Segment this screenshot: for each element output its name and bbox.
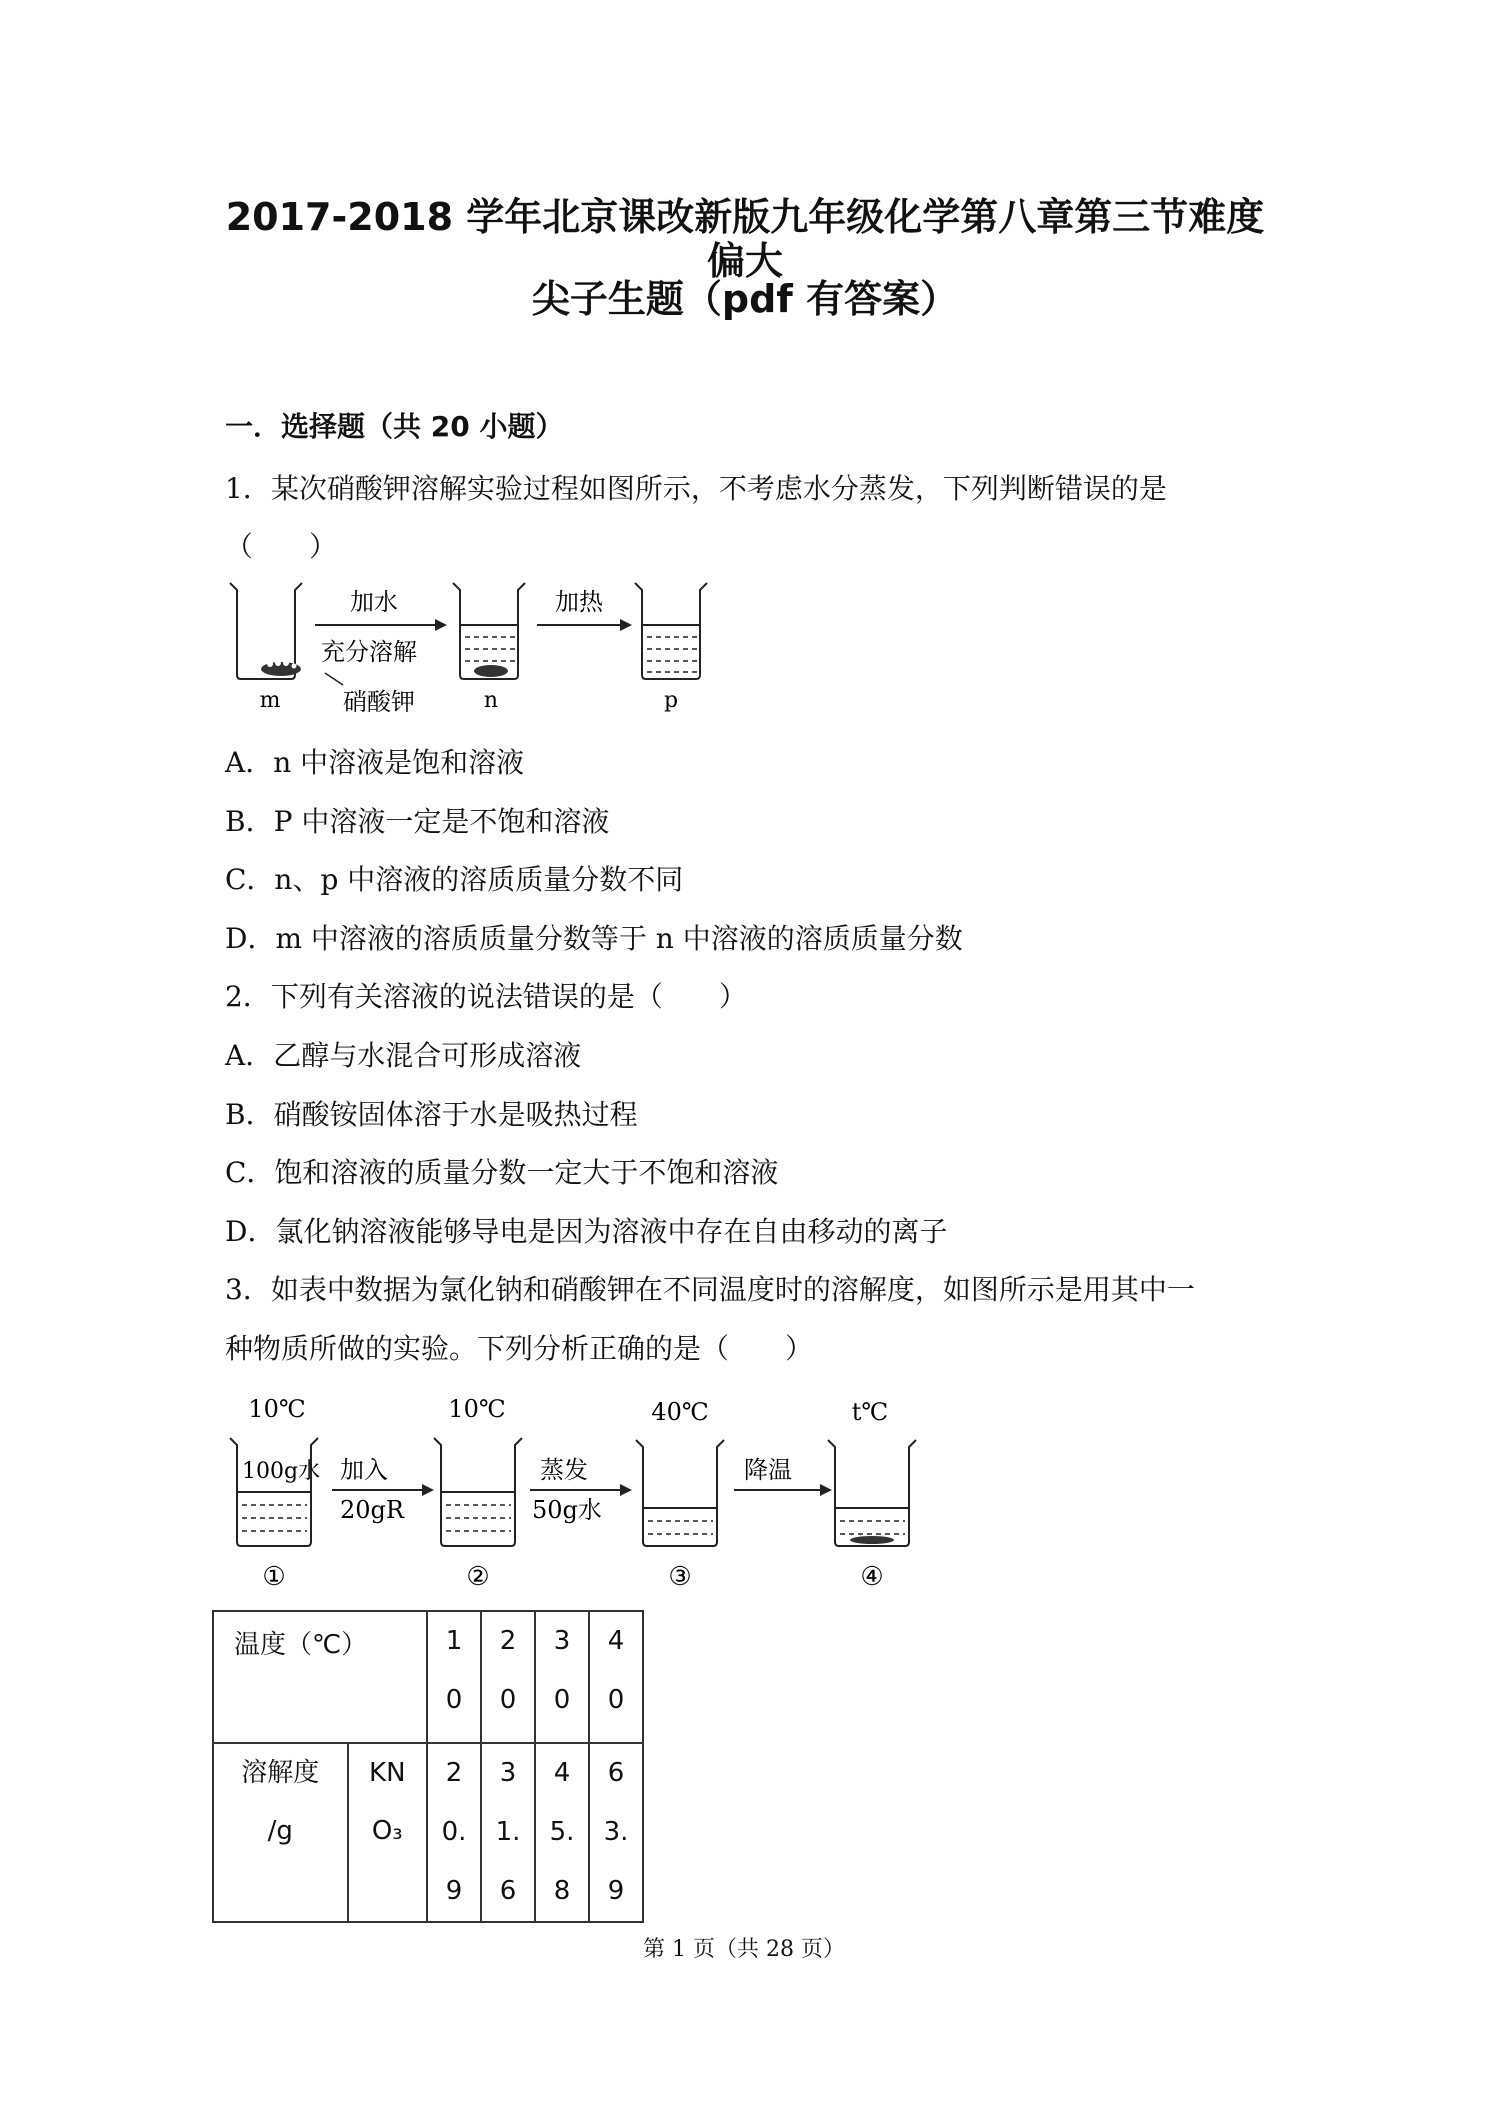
q3-figure xyxy=(222,1390,942,1599)
q3-arrow2-bottom: 50g水 xyxy=(532,1496,602,1524)
q3-temp-1: 10℃ xyxy=(248,1395,306,1423)
beaker-1 xyxy=(230,1438,321,1546)
q3-num-2: ② xyxy=(466,1562,490,1592)
q3-num-3: ③ xyxy=(668,1562,692,1592)
q2-option-c: C．饱和溶液的质量分数一定大于不饱和溶液 xyxy=(225,1156,779,1189)
q3-num-4: ④ xyxy=(860,1562,884,1592)
beaker-4 xyxy=(828,1440,916,1546)
solubility-cell: 3 1. 6 xyxy=(481,1743,535,1922)
beaker-m-label: m xyxy=(259,688,281,713)
q1-stem-line1: 1．某次硝酸钾溶解实验过程如图所示，不考虑水分蒸发，下列判断错误的是 xyxy=(225,472,1167,505)
page-footer: 第 1 页（共 28 页） xyxy=(643,1937,845,1962)
q3-temp-3: 40℃ xyxy=(651,1398,709,1426)
q1-option-a: A．n 中溶液是饱和溶液 xyxy=(225,746,525,779)
q3-stem-line2: 种物质所做的实验。下列分析正确的是（ ） xyxy=(225,1332,814,1365)
q3-arrow3-top: 降温 xyxy=(744,1456,792,1484)
solubility-cell: 2 0. 9 xyxy=(427,1743,481,1922)
q1-figure xyxy=(225,575,745,734)
solubility-cell: 4 5. 8 xyxy=(535,1743,589,1922)
section-heading: 一．选择题（共 20 小题） xyxy=(225,410,564,443)
table-row xyxy=(213,1743,643,1922)
q1-option-d: D．m 中溶液的溶质质量分数等于 n 中溶液的溶质质量分数 xyxy=(225,922,963,955)
q1-arrow1-top: 加水 xyxy=(350,588,398,616)
temp-cell: 3 0 xyxy=(535,1611,589,1743)
document-title-line2: 尖子生题（pdf 有答案） xyxy=(531,277,959,321)
q2-stem: 2．下列有关溶液的说法错误的是（ ） xyxy=(225,980,747,1013)
substance-kno3: KN O₃ xyxy=(348,1743,427,1922)
q1-arrow2-top: 加热 xyxy=(555,588,603,616)
solubility-table xyxy=(212,1610,644,1923)
beaker-2 xyxy=(434,1438,522,1546)
document-title-line1: 2017-2018 学年北京课改新版九年级化学第八章第三节难度偏大 xyxy=(225,195,1265,283)
q3-temp-4: t℃ xyxy=(851,1398,889,1426)
beaker-p-label: p xyxy=(663,688,679,713)
solubility-header: 溶解度 /g xyxy=(213,1743,348,1922)
q3-water-label: 100g水 xyxy=(242,1459,321,1484)
q1-option-c: C．n、p 中溶液的溶质质量分数不同 xyxy=(225,863,684,896)
beaker-n xyxy=(453,583,525,679)
solubility-cell: 6 3. 9 xyxy=(589,1743,643,1922)
q3-temp-2: 10℃ xyxy=(448,1395,506,1423)
q2-option-d: D．氯化钠溶液能够导电是因为溶液中存在自由移动的离子 xyxy=(225,1215,948,1248)
temperature-header xyxy=(213,1611,427,1743)
q3-arrow2-top: 蒸发 xyxy=(540,1456,588,1484)
q1-arrow1-bottom: 充分溶解 xyxy=(321,638,417,666)
q3-arrow1-top: 加入 xyxy=(340,1456,388,1484)
q3-num-1: ① xyxy=(262,1562,286,1592)
q3-stem-line1: 3．如表中数据为氯化钠和硝酸钾在不同温度时的溶解度，如图所示是用其中一 xyxy=(225,1273,1195,1306)
table-row xyxy=(213,1611,643,1743)
q1-stem-line2: （ ） xyxy=(225,530,338,563)
q3-arrow1-bottom: 20gR xyxy=(340,1496,404,1524)
beaker-n-label: n xyxy=(483,688,499,713)
temp-cell: 1 0 xyxy=(427,1611,481,1743)
beaker-p xyxy=(635,583,707,679)
q2-option-a: A．乙醇与水混合可形成溶液 xyxy=(225,1039,582,1072)
beaker-3 xyxy=(636,1440,724,1546)
q2-option-b: B．硝酸铵固体溶于水是吸热过程 xyxy=(225,1098,638,1131)
temp-cell: 4 0 xyxy=(589,1611,643,1743)
q1-solid-label: 硝酸钾 xyxy=(343,688,415,716)
temperature-header-text: 温度（℃） xyxy=(234,1630,368,1660)
temp-cell: 2 0 xyxy=(481,1611,535,1743)
q1-option-b: B．P 中溶液一定是不饱和溶液 xyxy=(225,805,610,838)
